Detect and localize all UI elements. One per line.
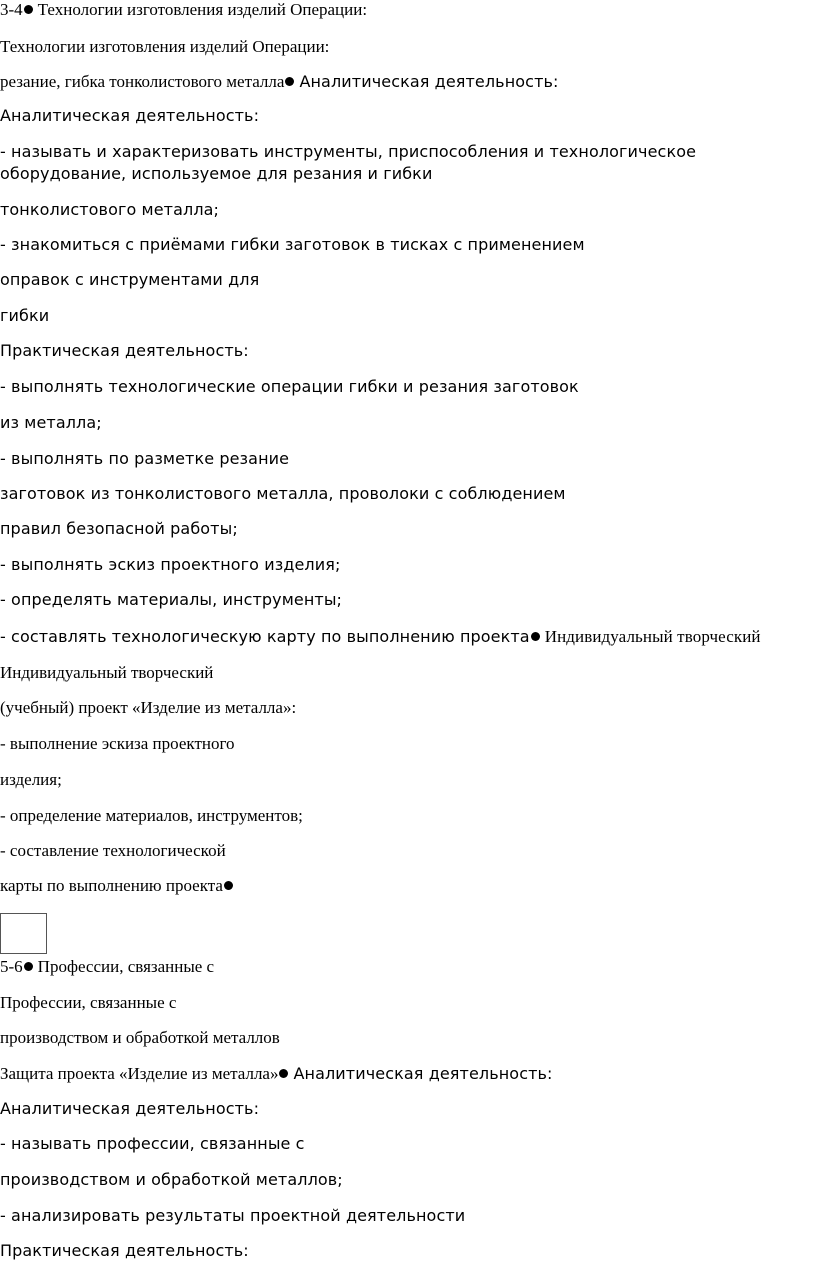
list-item: оборудование, используемое для резания и гибки (0, 164, 433, 183)
empty-cell-box (0, 913, 47, 954)
bullet-icon (279, 1069, 288, 1078)
operations-text: резание, гибка тонколистового металла (0, 72, 285, 91)
list-item: производством и обработкой металлов; (0, 1170, 343, 1189)
defense-line (0, 1064, 553, 1084)
list-item-text: карты по выполнению проекта (0, 876, 223, 895)
list-item: оправок с инструментами для (0, 270, 260, 289)
list-item: - называть профессии, связанные с (0, 1134, 305, 1153)
list-item: заготовок из тонколистового металла, проволоки с соблюдением (0, 484, 566, 503)
bullet-icon (285, 77, 294, 86)
header-text: Технологии изготовления изделий Операции: (37, 0, 368, 19)
list-item: изделия; (0, 770, 62, 789)
topic-title: Профессии, связанные с (0, 993, 177, 1012)
project-label: Индивидуальный творческий (544, 627, 761, 646)
practical-heading: Практическая деятельность: (0, 1241, 249, 1260)
list-item: - называть и характеризовать инструменты, приспособления и технологическое (0, 142, 697, 161)
activity-label: Аналитическая деятельность: (299, 72, 559, 91)
section-number: 3-4 (0, 0, 23, 19)
list-item: - выполнять по разметке резание (0, 449, 290, 468)
section-3-4-header (0, 0, 367, 20)
bullet-icon (224, 881, 233, 890)
list-item-text: - составлять технологическую карту по выполнению проекта (0, 627, 530, 646)
list-item: - составление технологической (0, 841, 226, 860)
topic-title: Технологии изготовления изделий Операции: (0, 37, 330, 56)
project-card-line (0, 627, 761, 647)
project-heading: Индивидуальный творческий (0, 663, 214, 682)
project-title: (учебный) проект «Изделие из металла»: (0, 698, 297, 717)
list-item: тонколистового металла; (0, 200, 220, 219)
defense-text: Защита проекта «Изделие из металла» (0, 1064, 279, 1083)
bullet-icon (531, 632, 540, 641)
topic-title: производством и обработкой металлов (0, 1028, 280, 1047)
bullet-icon (24, 5, 33, 14)
list-item: - определение материалов, инструментов; (0, 806, 303, 825)
analytic-heading: Аналитическая деятельность: (0, 106, 260, 125)
section-number: 5-6 (0, 957, 23, 976)
list-item: - выполнять эскиз проектного изделия; (0, 555, 341, 574)
analytic-heading: Аналитическая деятельность: (0, 1099, 260, 1118)
activity-label: Аналитическая деятельность: (293, 1064, 553, 1083)
list-item: - анализировать результаты проектной деятельности (0, 1206, 466, 1225)
list-item: - знакомиться с приёмами гибки заготовок в тисках с применением (0, 235, 585, 254)
bullet-icon (24, 962, 33, 971)
list-item: - определять материалы, инструменты; (0, 590, 343, 609)
list-item: гибки (0, 306, 50, 325)
operations-line (0, 72, 559, 92)
project-card-end (0, 876, 238, 896)
practical-heading: Практическая деятельность: (0, 341, 249, 360)
list-item: правил безопасной работы; (0, 519, 238, 538)
section-5-6-header (0, 957, 214, 977)
list-item: - выполнять технологические операции гибки и резания заготовок (0, 377, 579, 396)
header-text: Профессии, связанные с (37, 957, 215, 976)
list-item: - выполнение эскиза проектного (0, 734, 235, 753)
list-item: из металла; (0, 413, 102, 432)
